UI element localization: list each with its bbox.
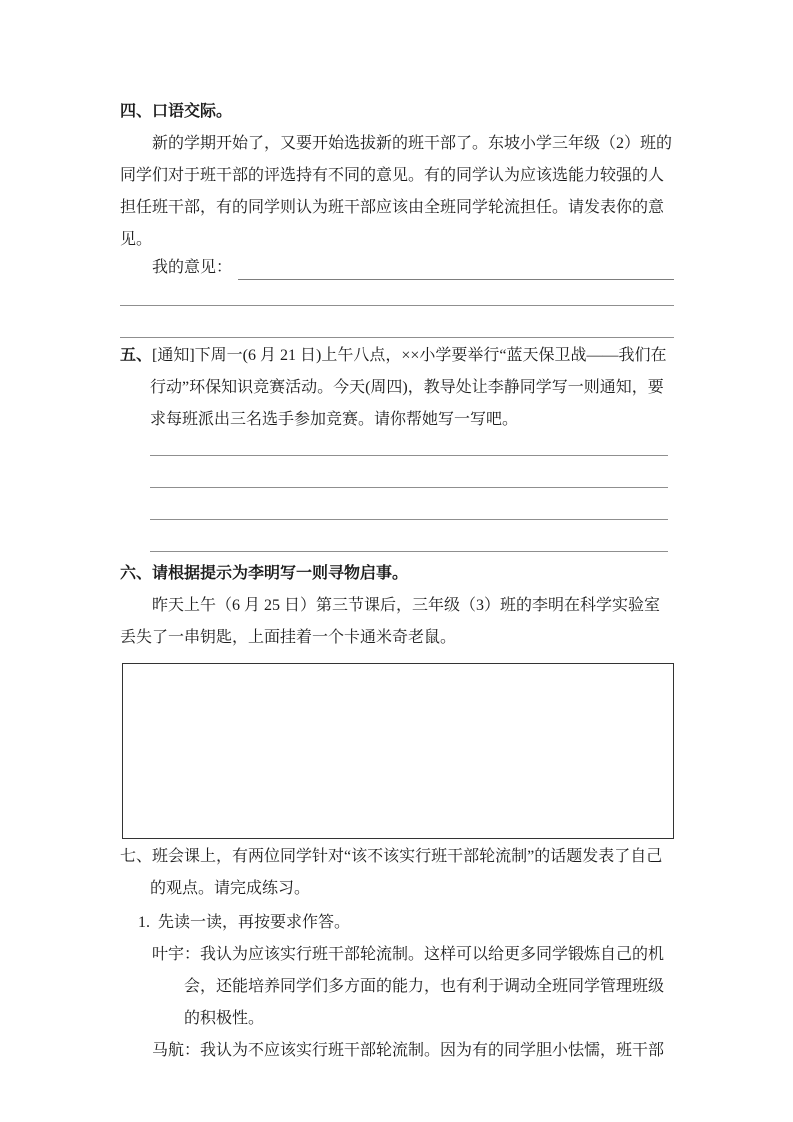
answer-line[interactable] xyxy=(150,520,668,552)
dialogue-ma-hang xyxy=(120,1035,674,1067)
answer-line[interactable] xyxy=(120,280,674,306)
section-seven-number: 七、 xyxy=(120,848,153,865)
my-opinion-label: 我的意见： xyxy=(152,259,233,276)
dialogue-ma-hang-text: 我认为不应该实行班干部轮流制。因为有的同学胆小怯懦，班干部 xyxy=(200,1042,665,1059)
dialogue-ye-yu-text: 我认为应该实行班干部轮流制。这样可以给更多同学锻炼自己的机会，还能培养同学们多方面的能力，也有利于调动全班同学管理班级的积极性。 xyxy=(184,946,665,1027)
section-five-number: 五、 xyxy=(120,347,153,364)
item-1-text: 先读一读，再按要求作答。 xyxy=(158,914,351,931)
section-five-answer-area xyxy=(150,436,668,552)
dialogue-ma-hang-speaker: 马航： xyxy=(152,1042,201,1059)
section-four-heading: 四、口语交际。 xyxy=(120,103,233,120)
item-1 xyxy=(120,907,674,939)
section-five-body: [通知]下周一(6 月 21 日)上午八点，××小学要举行“蓝天保卫战——我们在行动”环保知识竞赛活动。今天(周四)，教导处让李静同学写一则通知，要求每班派出三名选手参加竞赛。请你帮她写一写吧。 xyxy=(150,347,667,428)
answer-line[interactable] xyxy=(120,306,674,338)
my-opinion-row xyxy=(120,256,674,280)
dialogue-ye-yu xyxy=(120,939,674,1035)
my-opinion-answer-line[interactable] xyxy=(238,279,674,280)
section-four-body: 新的学期开始了，又要开始选拔新的班干部了。东坡小学三年级（2）班的同学们对于班干部的评选持有不同的意见。有的同学认为应该选能力较强的人担任班干部，有的同学则认为班干部应该由全班同学轮流担任。请发表你的意见。 xyxy=(120,135,673,248)
answer-box[interactable] xyxy=(122,663,674,839)
section-seven-body: 班会课上，有两位同学针对“该不该实行班干部轮流制”的话题发表了自己的观点。请完成练习。 xyxy=(150,848,663,897)
section-six-heading: 六、请根据提示为李明写一则寻物启事。 xyxy=(120,565,409,582)
answer-line[interactable] xyxy=(150,456,668,488)
dialogue-ye-yu-speaker: 叶宇： xyxy=(152,946,201,963)
answer-line[interactable] xyxy=(150,488,668,520)
section-five-paragraph xyxy=(120,340,674,436)
answer-line[interactable] xyxy=(150,436,668,456)
section-six-body: 昨天上午（6 月 25 日）第三节课后，三年级（3）班的李明在科学实验室丢失了一串钥匙，上面挂着一个卡通米奇老鼠。 xyxy=(120,597,661,646)
item-1-number: 1. xyxy=(138,914,150,931)
section-seven-paragraph xyxy=(120,841,674,905)
